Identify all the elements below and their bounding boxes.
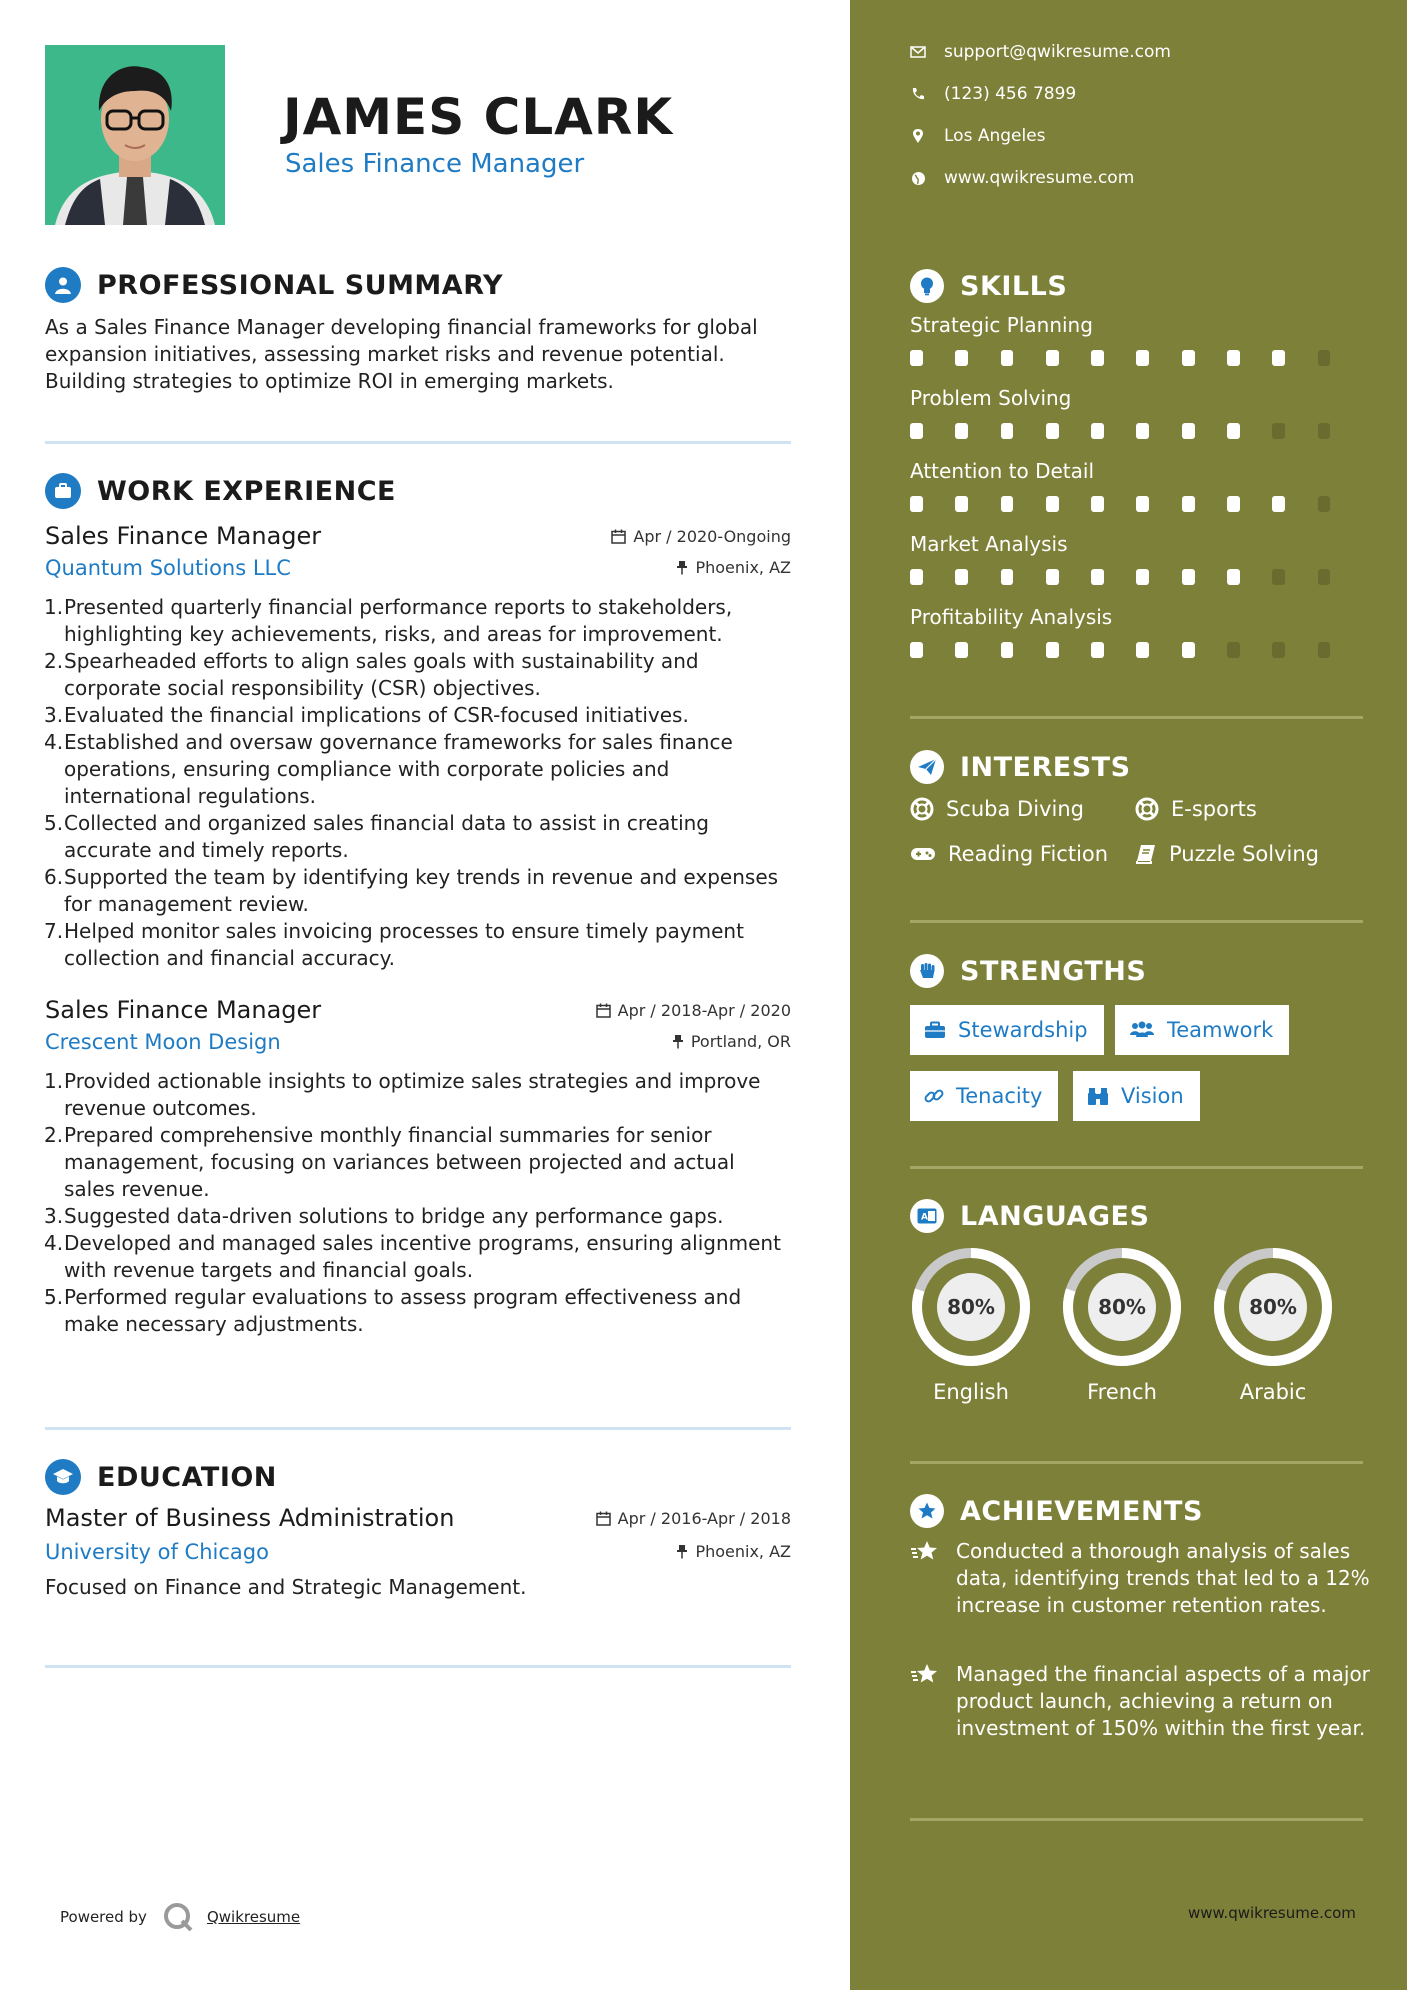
list-item: 3. Evaluated the financial implications of CSR-focused initiatives.	[44, 703, 689, 727]
experience-section	[45, 472, 791, 1338]
list-item: 2. Prepared comprehensive monthly financial summaries for senior management, focusing on variances between projected and actual sales revenue.	[44, 1123, 735, 1201]
rating-dot	[1318, 423, 1331, 439]
strength-badge: Stewardship	[910, 1005, 1104, 1055]
paper-plane-icon	[910, 750, 944, 784]
rating-dot	[1001, 496, 1014, 512]
strengths-heading: STRENGTHS	[960, 955, 1147, 987]
lifebuoy-icon	[910, 797, 934, 821]
job-entry	[45, 996, 791, 1338]
pin-icon	[676, 1544, 688, 1559]
language-icon	[910, 1199, 944, 1233]
book-icon	[1135, 843, 1157, 865]
rating-dot	[1318, 350, 1331, 366]
strength-badge: Tenacity	[910, 1071, 1058, 1121]
rating-dot	[1182, 569, 1195, 585]
rating-dot	[1046, 423, 1059, 439]
rating-dot	[1182, 350, 1195, 366]
rating-dot	[1272, 350, 1285, 366]
language-percent: 80%	[947, 1295, 995, 1319]
interest-item: Puzzle Solving	[1135, 842, 1319, 866]
language-progress-ring	[1212, 1246, 1334, 1368]
svg-text:A: A	[921, 1212, 928, 1223]
powered-by: Powered by Qwikresume	[60, 1900, 300, 1934]
interest-item: Scuba Diving	[910, 797, 1084, 821]
section-divider	[910, 1818, 1363, 1821]
rating-dot	[1227, 350, 1240, 366]
sidebar	[850, 0, 1407, 1990]
skill-name: Profitability Analysis	[910, 605, 1113, 629]
company-name: Crescent Moon Design	[45, 1030, 281, 1054]
gamepad-icon	[910, 845, 936, 863]
skills-heading: SKILLS	[960, 270, 1068, 302]
skills-section	[910, 268, 1363, 677]
star-icon	[910, 1538, 940, 1619]
skill-rating	[910, 558, 1363, 604]
skill-name: Strategic Planning	[910, 313, 1093, 337]
calendar-icon	[596, 1511, 611, 1526]
interests-section	[910, 749, 1363, 785]
skill-name: Problem Solving	[910, 386, 1072, 410]
rating-dot	[1001, 642, 1014, 658]
graduation-cap-icon	[45, 1459, 81, 1495]
rating-dot	[1227, 496, 1240, 512]
list-item: 1. Provided actionable insights to optimize sales strategies and improve revenue outcomes.	[44, 1069, 761, 1120]
contact-website[interactable]: www.qwikresume.com	[910, 168, 1134, 188]
candidate-title: Sales Finance Manager	[285, 149, 585, 179]
company-name: Quantum Solutions LLC	[45, 556, 291, 580]
rating-dot	[1272, 423, 1285, 439]
skill-name: Attention to Detail	[910, 459, 1095, 483]
calendar-icon	[596, 1003, 611, 1018]
rating-dot	[1272, 496, 1285, 512]
list-item: 5. Performed regular evaluations to assess program effectiveness and make necessary adjustments.	[44, 1285, 742, 1336]
rating-dot	[1136, 496, 1149, 512]
contact-email[interactable]: support@qwikresume.com	[910, 42, 1171, 62]
rating-dot	[1136, 569, 1149, 585]
job-entry	[45, 522, 791, 972]
contact-location: Los Angeles	[910, 126, 1046, 146]
list-item: 5. Collected and organized sales financial data to assist in creating accurate and timely reports.	[44, 811, 709, 862]
fist-icon	[910, 954, 944, 988]
education-section	[45, 1458, 791, 1601]
rating-dot	[1091, 423, 1104, 439]
user-icon	[45, 267, 81, 303]
language-name: English	[933, 1380, 1009, 1404]
job-title: Sales Finance Manager	[45, 522, 322, 550]
candidate-name: JAMES CLARK	[283, 88, 674, 146]
section-divider	[45, 1665, 791, 1668]
language-item	[1061, 1246, 1183, 1404]
binoculars-icon	[1087, 1086, 1109, 1106]
achievements-heading: ACHIEVEMENTS	[960, 1495, 1203, 1527]
language-name: French	[1087, 1380, 1157, 1404]
rating-dot	[1272, 642, 1285, 658]
strength-badge: Teamwork	[1115, 1005, 1289, 1055]
users-icon	[1129, 1021, 1155, 1039]
rating-dot	[1182, 642, 1195, 658]
lifebuoy-icon	[1135, 797, 1159, 821]
rating-dot	[955, 423, 968, 439]
education-entry	[45, 1504, 791, 1601]
contact-phone[interactable]: (123) 456 7899	[910, 84, 1076, 104]
calendar-icon	[611, 529, 626, 544]
rating-dot	[1046, 496, 1059, 512]
language-item	[1212, 1246, 1334, 1404]
rating-dot	[1001, 350, 1014, 366]
rating-dot	[910, 423, 923, 439]
rating-dot	[910, 642, 923, 658]
achievements-section	[910, 1493, 1363, 1529]
interests-heading: INTERESTS	[960, 751, 1131, 783]
rating-dot	[1227, 642, 1240, 658]
degree-title: Master of Business Administration	[45, 1504, 455, 1532]
briefcase-icon	[45, 473, 81, 509]
list-item: 2. Spearheaded efforts to align sales goals with sustainability and corporate social responsibility (CSR) objectives.	[44, 649, 699, 700]
rating-dot	[1136, 423, 1149, 439]
rating-dot	[955, 642, 968, 658]
section-divider	[910, 920, 1363, 923]
rating-dot	[1227, 569, 1240, 585]
section-divider	[45, 1427, 791, 1430]
rating-dot	[1272, 569, 1285, 585]
envelope-icon	[910, 46, 926, 58]
rating-dot	[1001, 423, 1014, 439]
map-pin-icon	[910, 128, 926, 144]
experience-heading: WORK EXPERIENCE	[97, 475, 396, 507]
skills-list	[910, 312, 1363, 677]
summary-section	[45, 266, 791, 395]
education-note: Focused on Finance and Strategic Management.	[45, 1575, 527, 1599]
education-date: Apr / 2016-Apr / 2018	[596, 1509, 791, 1528]
skill-rating	[910, 412, 1363, 458]
star-badge-icon	[910, 1494, 944, 1528]
rating-dot	[1091, 496, 1104, 512]
language-percent: 80%	[1249, 1295, 1297, 1319]
rating-dot	[1091, 642, 1104, 658]
rating-dot	[1318, 496, 1331, 512]
profile-photo	[45, 45, 225, 225]
list-item: 7. Helped monitor sales invoicing processes to ensure timely payment collection and financial accuracy.	[44, 919, 744, 970]
interest-item: E-sports	[1135, 797, 1257, 821]
rating-dot	[910, 496, 923, 512]
phone-icon	[910, 87, 926, 101]
qwikresume-logo-icon	[161, 1900, 195, 1934]
school-name: University of Chicago	[45, 1540, 269, 1564]
rating-dot	[910, 569, 923, 585]
rating-dot	[1227, 423, 1240, 439]
job-date: Apr / 2018-Apr / 2020	[596, 1001, 791, 1020]
list-item: 1. Presented quarterly financial performance reports to stakeholders, highlighting key achievements, risks, and areas for improvement.	[44, 595, 733, 646]
languages-heading: LANGUAGES	[960, 1200, 1150, 1232]
rating-dot	[1046, 350, 1059, 366]
rating-dot	[1182, 496, 1195, 512]
qwikresume-link[interactable]: Qwikresume	[206, 1908, 301, 1926]
globe-icon	[910, 171, 926, 186]
skill-rating	[910, 631, 1363, 677]
rating-dot	[1001, 569, 1014, 585]
language-name: Arabic	[1239, 1380, 1307, 1404]
rating-dot	[955, 569, 968, 585]
footer-url[interactable]: www.qwikresume.com	[1188, 1904, 1356, 1922]
list-item: 6. Supported the team by identifying key trends in revenue and expenses for management review.	[44, 865, 779, 916]
rating-dot	[955, 496, 968, 512]
rating-dot	[1136, 350, 1149, 366]
achievement-item: Conducted a thorough analysis of sales data, identifying trends that led to a 12% increase in customer retention rates.	[910, 1538, 1370, 1619]
job-date: Apr / 2020-Ongoing	[611, 527, 791, 546]
skill-name: Market Analysis	[910, 532, 1068, 556]
job-location: Portland, OR	[672, 1032, 791, 1051]
languages-section	[910, 1198, 1363, 1234]
list-item: 4. Established and oversaw governance frameworks for sales finance operations, ensuring compliance with corporate policies and international regulations.	[44, 730, 733, 808]
section-divider	[910, 716, 1363, 719]
achievement-item: Managed the financial aspects of a major product launch, achieving a return on investment of 150% within the first year.	[910, 1661, 1370, 1742]
language-percent: 80%	[1098, 1295, 1146, 1319]
pin-icon	[676, 560, 688, 575]
rating-dot	[1046, 642, 1059, 658]
language-item	[910, 1246, 1032, 1404]
rating-dot	[1318, 642, 1331, 658]
rating-dot	[1182, 423, 1195, 439]
job-location: Phoenix, AZ	[676, 558, 791, 577]
rating-dot	[910, 350, 923, 366]
education-location: Phoenix, AZ	[676, 1542, 791, 1561]
skill-rating	[910, 485, 1363, 531]
rating-dot	[1318, 569, 1331, 585]
job-title: Sales Finance Manager	[45, 996, 322, 1024]
rating-dot	[1136, 642, 1149, 658]
interest-item: Reading Fiction	[910, 842, 1108, 866]
rating-dot	[1091, 350, 1104, 366]
briefcase-icon	[924, 1021, 946, 1039]
section-divider	[910, 1461, 1363, 1464]
rating-dot	[1091, 569, 1104, 585]
strengths-section	[910, 953, 1363, 989]
star-icon	[910, 1661, 940, 1742]
section-divider	[910, 1166, 1363, 1169]
education-heading: EDUCATION	[97, 1461, 277, 1493]
job-bullets	[45, 594, 791, 972]
language-progress-ring	[910, 1246, 1032, 1368]
rating-dot	[1046, 569, 1059, 585]
summary-text: As a Sales Finance Manager developing financial frameworks for global expansion initiatives, assessing market risks and revenue potential. Building strategies to optimize ROI in emerging markets.	[45, 315, 758, 393]
lightbulb-icon	[910, 269, 944, 303]
section-divider	[45, 441, 791, 444]
list-item: 4. Developed and managed sales incentive programs, ensuring alignment with revenue targets and financial goals.	[44, 1231, 781, 1282]
pin-icon	[672, 1034, 684, 1049]
job-bullets	[45, 1068, 791, 1338]
skill-rating	[910, 339, 1363, 385]
language-progress-ring	[1061, 1246, 1183, 1368]
rating-dot	[955, 350, 968, 366]
summary-heading: PROFESSIONAL SUMMARY	[97, 269, 504, 301]
list-item: 3. Suggested data-driven solutions to bridge any performance gaps.	[44, 1204, 724, 1228]
strength-badge: Vision	[1073, 1071, 1200, 1121]
link-icon	[924, 1086, 944, 1106]
